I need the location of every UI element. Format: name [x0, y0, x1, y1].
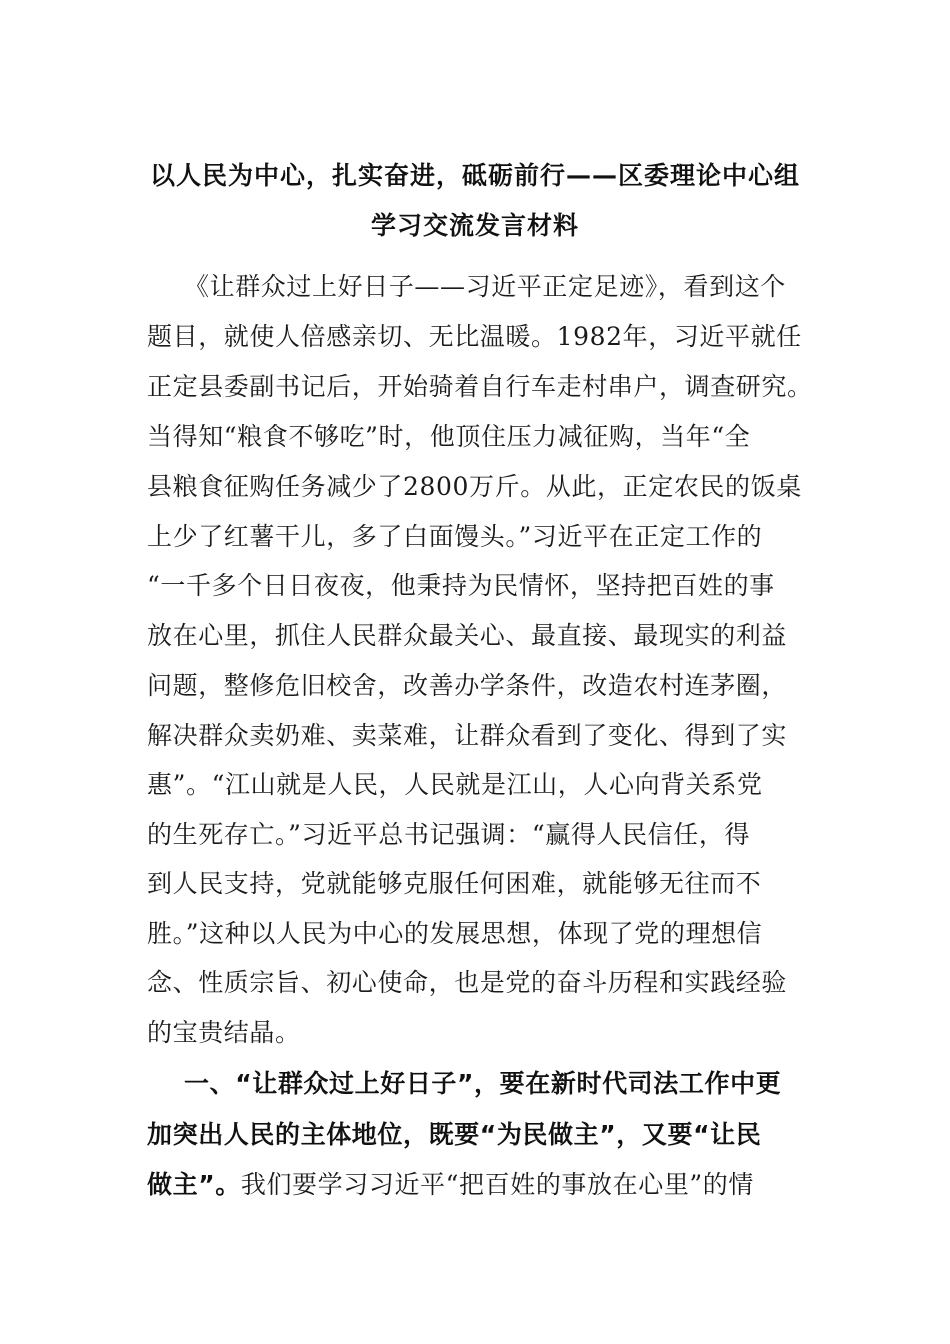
paragraph-line: 《让群众过上好日子——习近平正定足迹》，看到这个 — [184, 272, 786, 301]
paragraph-text: 我们要学习习近平“把百姓的事放在心里”的情 — [240, 1170, 755, 1199]
paragraph-line: 惠”。“江山就是人民，人民就是江山，人心向背关系党 — [147, 770, 763, 799]
paragraph-line: 正定县委副书记后，开始骑着自行车走村串户，调查研究。 — [147, 372, 813, 401]
document-title-line-2: 学习交流发言材料 — [370, 211, 579, 240]
paragraph-line: 放在心里，抓住人民群众最关心、最直接、最现实的利益 — [147, 621, 788, 650]
section-heading-tail: 做主”。 — [147, 1170, 241, 1199]
paragraph-line: 问题，整修危旧校舍，改善办学条件，改造农村连茅圈， — [147, 671, 788, 700]
section-heading-line: 一、“让群众过上好日子”，要在新时代司法工作中更 — [184, 1069, 782, 1098]
document-title-line-1: 以人民为中心，扎实奋进，砥砺前行——区委理论中心组 — [149, 161, 800, 190]
paragraph-line: 题目，就使人倍感亲切、无比温暖。1982年，习近平就任 — [147, 322, 802, 351]
paragraph-line: 当得知“粮食不够吃”时，他顶住压力减征购，当年“全 — [147, 422, 751, 451]
paragraph-line: 到人民支持，党就能够克服任何困难，就能够无往而不 — [147, 869, 762, 898]
paragraph-line: 念、性质宗旨、初心使命，也是党的奋斗历程和实践经验 — [147, 968, 788, 997]
paragraph-line: 胜。”这种以人民为中心的发展思想，体现了党的理想信 — [147, 919, 763, 948]
paragraph-line: 县粮食征购任务减少了2800万斤。从此，正定农民的饭桌 — [147, 472, 802, 501]
paragraph-line: 上少了红薯干儿，多了白面馒头。”习近平在正定工作的 — [147, 522, 763, 551]
paragraph-line: 的宝贵结晶。 — [147, 1018, 301, 1047]
section-heading-line: 加突出人民的主体地位，既要“为民做主”，又要“让民 — [147, 1120, 762, 1149]
paragraph-line — [147, 1160, 807, 1210]
paragraph-line: 的生死存亡。”习近平总书记强调：“赢得人民信任，得 — [147, 820, 751, 849]
paragraph-line: 解决群众卖奶难、卖菜难，让群众看到了变化、得到了实 — [147, 721, 788, 750]
paragraph-line: “一千多个日日夜夜，他秉持为民情怀，坚持把百姓的事 — [147, 571, 775, 600]
